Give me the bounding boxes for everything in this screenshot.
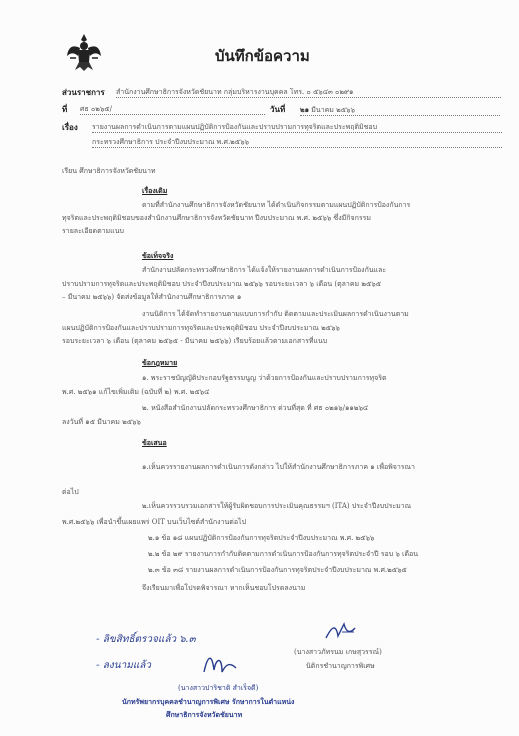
background-heading: เรื่องเดิม <box>142 186 168 195</box>
handwritten-note-2: - ลงนามแล้ว <box>96 660 152 671</box>
garuda-emblem-icon <box>66 32 102 72</box>
facts-line: รอบระยะเวลา ๖ เดือน (ตุลาคม ๒๕๖๕ - มีนาคม ๒๕๖๖) เรียบร้อยแล้วตามเอกสารที่แนบ <box>62 337 328 345</box>
facts-line: งานนิติการ ได้จัดทำรายงานตามแบบการกำกับ ติดตามและประเมินผลการดำเนินงานตาม <box>142 310 409 318</box>
proposal-line: ๒.๒ ข้อ ๒๙ รายงานการกำกับติดตามการดำเนินการป้องกันการทุจริตประจำปี รอบ ๖ เดือน <box>148 550 418 558</box>
subject-label: เรื่อง <box>62 122 78 132</box>
legal-officer-title: นิติกรชำนาญการพิเศษ <box>306 662 375 670</box>
background-line: ทุจริตและประพฤติมิชอบของสำนักงานศึกษาธิการจังหวัดชัยนาท ปีงบประมาณ พ.ศ. ๒๕๖๖ ซึ่งมีกิจกรรม <box>62 214 371 222</box>
stamp-line-2: นักทรัพยากรบุคคลชำนาญการพิเศษ รักษาการในตำแหน่ง <box>122 697 295 706</box>
legal-officer-name: (นางสาวภัทรนม เกษสุวรรณ์) <box>294 648 382 656</box>
proposal-line: ๒.๓ ข้อ ๓๘ รายงานผลการดำเนินการป้องกันการทุจริตประจำปีงบประมาณ พ.ศ.๒๕๖๕ <box>148 566 407 574</box>
subject-line-2: กระทรวงศึกษาธิการ ประจำปีงบประมาณ พ.ศ.๒๕๖๖ <box>92 138 502 148</box>
facts-line: ปราบปรามการทุจริตและประพฤติมิชอบ ประจำปีงบประมาณ ๒๕๖๖ รอบระยะเวลา ๖ เดือน (ตุลาคม ๒๕๖๕ <box>62 280 382 288</box>
law-heading: ข้อกฎหมาย <box>142 358 178 367</box>
proposal-line: ๑.เห็นควรรายงานผลการดำเนินการดังกล่าว ไปให้สำนักงานศึกษาธิการภาค ๑ เพื่อพิจารณา <box>142 463 415 471</box>
law-line: ลงวันที่ ๑๕ มีนาคม ๒๕๖๖ <box>62 418 141 426</box>
salutation: เรียน ศึกษาธิการจังหวัดชัยนาท <box>62 167 156 175</box>
memo-title: บันทึกข้อความ <box>215 47 310 65</box>
background-line: ตามที่สำนักงานศึกษาธิการจังหวัดชัยนาท ได้ดำเนินกิจกรรมตามแผนปฏิบัติการป้องกันการ <box>142 201 411 209</box>
law-line: พ.ศ. ๒๕๖๑ แก้ไขเพิ่มเติม (ฉบับที่ ๒) พ.ศ. ๒๕๖๔ <box>62 388 210 396</box>
proposal-line: ๒.เห็นควรรวบรวมเอกสารให้ผู้รับผิดชอบการประเมินคุณธรรมฯ (ITA) ประจำปีงบประมาณ <box>142 502 412 510</box>
stamp-name: (นางสาวปาริชาติ สำเร็จดี) <box>178 684 259 692</box>
agency-label: ส่วนราชการ <box>62 87 105 97</box>
director-signature <box>200 650 240 680</box>
subject-line-1: รายงานผลการดำเนินการตามแผนปฏิบัติการป้องกันและปราบปรามการทุจริตและประพฤติมิชอบ <box>92 123 502 133</box>
facts-line: – มีนาคม ๒๕๖๖) จัดส่งข้อมูลให้สำนักงานศึกษาธิการภาค ๑ <box>62 293 242 301</box>
background-line: รายละเอียดตามแนบ <box>62 227 124 235</box>
proposal-line: ๒.๑ ข้อ ๑๘ แผนปฏิบัติการป้องกันการทุจริตประจำปีงบประมาณ พ.ศ. ๒๕๖๖ <box>148 534 375 542</box>
facts-line: แผนปฏิบัติการป้องกันและปราบปรามการทุจริตและประพฤติมิชอบ ประจำปีงบประมาณ ๒๕๖๖ <box>62 324 340 332</box>
ref-value: ศธ ๐๒๖๕/ <box>80 105 265 115</box>
date-day: ๒๑ <box>300 105 310 114</box>
law-line: ๒. หนังสือสำนักงานปลัดกระทรวงศึกษาธิการ ด่วนที่สุด ที่ ศธ ๐๒๑๖/๑๑๒๖๔ <box>142 404 369 412</box>
date-value <box>300 105 500 116</box>
legal-officer-signature <box>322 618 358 644</box>
law-line: ๑. พระราชบัญญัติประกอบรัฐธรรมนูญ ว่าด้วยการป้องกันและปราบปรามการทุจริต <box>142 374 387 382</box>
proposal-line: พ.ศ.๒๕๖๖ เพื่อนำขึ้นเผยแพร่ OIT บนเว็บไซต์สำนักงานต่อไป <box>62 518 247 526</box>
date-label: วันที่ <box>270 104 286 114</box>
handwritten-note-1: - ลิขสิทธิ์ตรวจแล้ว ๖.๓ <box>96 634 196 645</box>
facts-heading: ข้อเท็จจริง <box>142 251 174 260</box>
agency-value: สำนักงานศึกษาธิการจังหวัดชัยนาท กลุ่มบริหารงานบุคคล โทร. ๐ ๕๖๔๓ ๐๒๙๑ <box>116 88 501 98</box>
proposal-line: ต่อไป <box>62 488 79 496</box>
closing-line: จึงเรียนมาเพื่อโปรดพิจารณา หากเห็นชอบโปรดลงนาม <box>142 584 306 592</box>
proposal-heading: ข้อเสนอ <box>142 438 167 447</box>
facts-line: สำนักงานปลัดกระทรวงศึกษาธิการ ได้แจ้งให้รายงานผลการดำเนินการป้องกันและ <box>142 266 387 274</box>
stamp-line-3: ศึกษาธิการจังหวัดชัยนาท <box>166 710 243 719</box>
date-rest: มีนาคม ๒๕๖๖ <box>311 106 355 114</box>
ref-label: ที่ <box>62 104 68 114</box>
